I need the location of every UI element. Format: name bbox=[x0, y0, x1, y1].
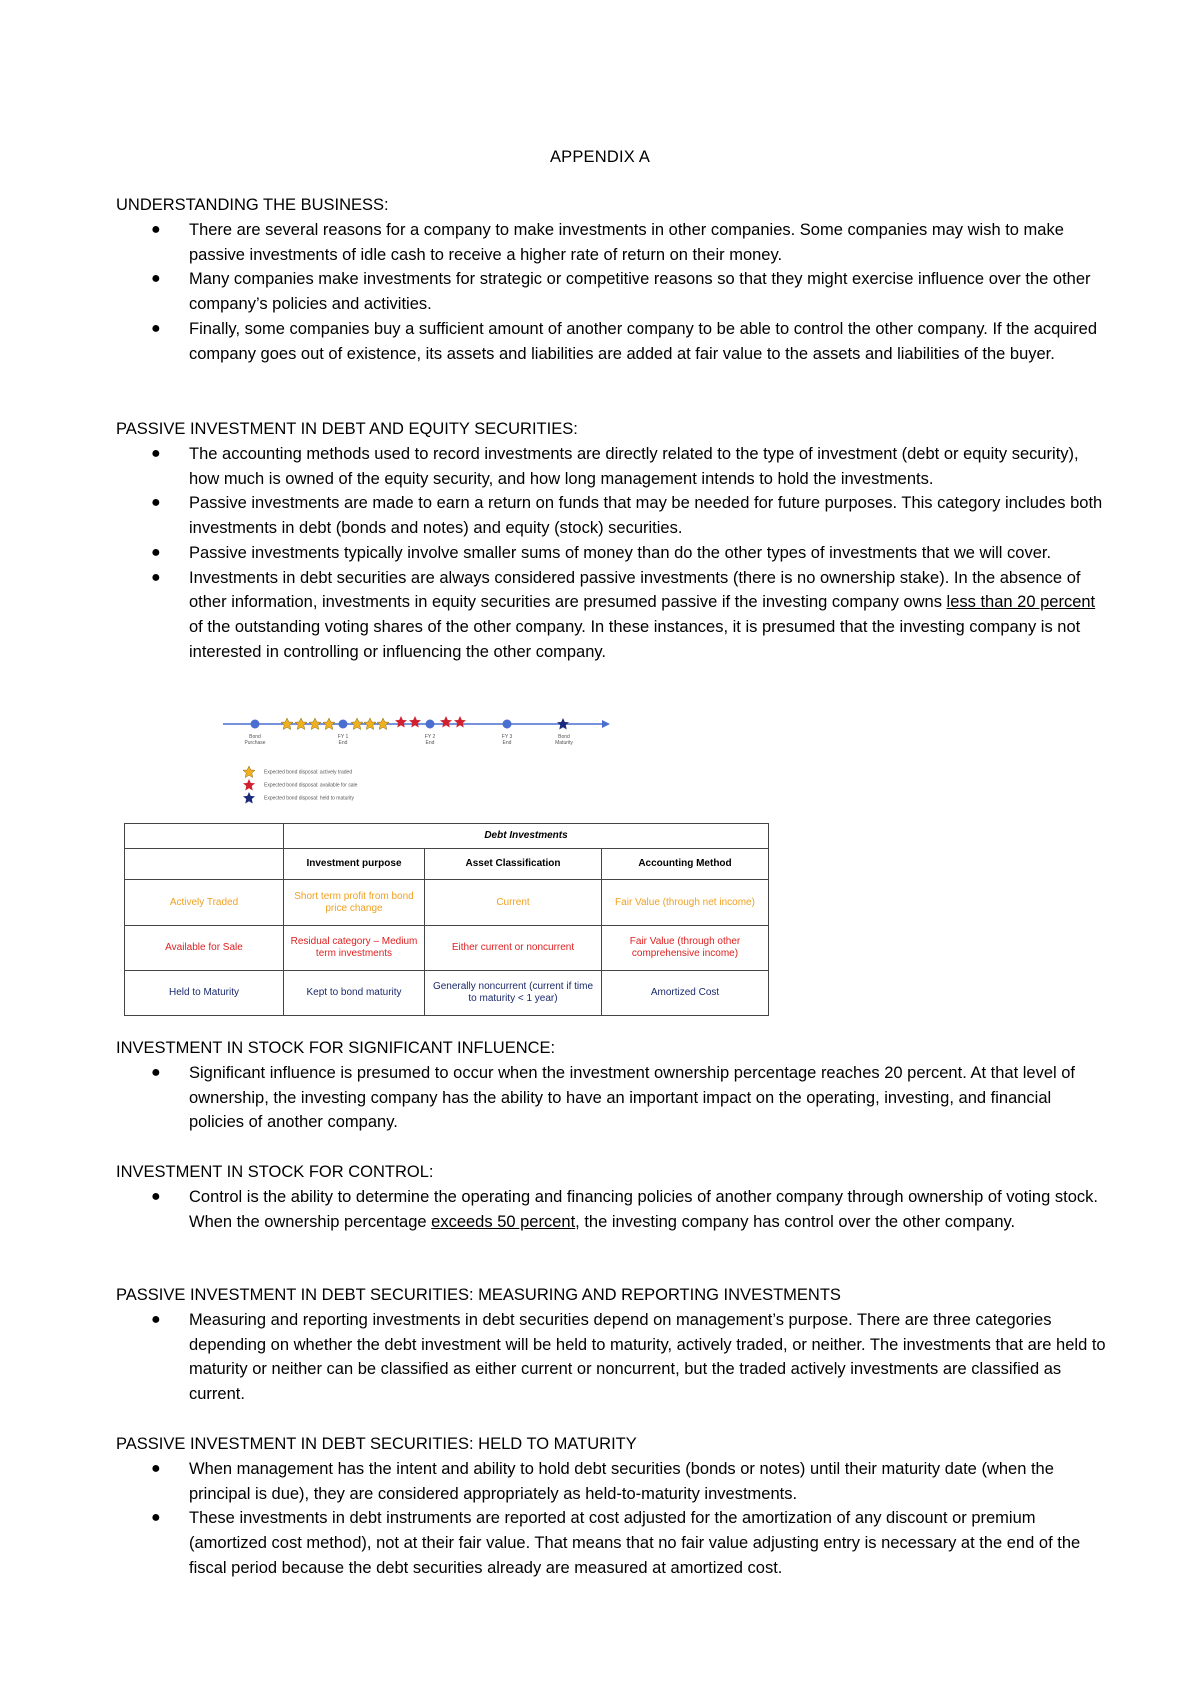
bullet-icon: ● bbox=[151, 270, 161, 288]
timeline-label-fy2: FY 2 End bbox=[424, 734, 436, 746]
page-title: APPENDIX A bbox=[549, 148, 651, 166]
table-cell-empty bbox=[125, 849, 284, 880]
gold-star-icon bbox=[242, 765, 256, 779]
table-row bbox=[125, 880, 769, 926]
timeline-point-fy2 bbox=[426, 720, 435, 729]
gold-star-icon bbox=[323, 718, 335, 730]
list-item: ● These investments in debt instruments are reported at cost adjusted for the amortization of any discount or premium (amortized cost method), not at their fair value. That means that no fair value adjusting entry is necessary at the end of the fiscal period because the debt securities already are measured at amortized cost. bbox=[116, 1506, 1106, 1580]
bullet-icon: ● bbox=[151, 1460, 161, 1477]
timeline-point-fy1 bbox=[339, 720, 348, 729]
timeline-label-fy1: FY 1 End bbox=[337, 734, 349, 746]
bullet-list bbox=[116, 1061, 1106, 1135]
table-row bbox=[125, 971, 769, 1016]
bullet-icon: ● bbox=[151, 319, 161, 337]
bullet-list bbox=[116, 1185, 1106, 1234]
table-cell: Generally noncurrent (current if time to maturity < 1 year) bbox=[425, 971, 602, 1016]
table-title-row bbox=[125, 824, 769, 849]
bullet-list bbox=[116, 218, 1106, 366]
bullet-list bbox=[116, 1457, 1106, 1581]
list-item: ● Measuring and reporting investments in debt securities depend on management’s purpose. There are three categories depending on whether the debt investment will be held to maturity, actively traded, or neither. The investments that are held to maturity or neither can be classified as either current or noncurrent, but the traded actively investments are classified as current. bbox=[116, 1308, 1106, 1407]
red-star-icon bbox=[454, 716, 466, 728]
column-header: Investment purpose bbox=[284, 849, 425, 880]
timeline-label-bond-purchase: Bond Purchase bbox=[244, 734, 266, 746]
legend-held-to-maturity: Expected bond disposal: held to maturity bbox=[242, 791, 354, 805]
row-label: Actively Traded bbox=[125, 880, 284, 926]
bond-timeline-diagram bbox=[220, 712, 620, 812]
legend-actively-traded: Expected bond disposal: actively traded bbox=[242, 765, 352, 779]
row-label: Held to Maturity bbox=[125, 971, 284, 1016]
gold-star-icon bbox=[295, 718, 307, 730]
table-cell: Short term profit from bond price change bbox=[284, 880, 425, 926]
table-row bbox=[125, 926, 769, 971]
bullet-icon: ● bbox=[151, 1064, 161, 1081]
bullet-icon: ● bbox=[151, 221, 161, 238]
section-passive bbox=[116, 417, 1106, 664]
table-header-row bbox=[125, 849, 769, 880]
table-cell: Fair Value (through other comprehensive income) bbox=[602, 926, 769, 971]
bullet-icon: ● bbox=[151, 1509, 161, 1527]
list-item: ● Significant influence is presumed to occur when the investment ownership percentage reaches 20 percent. At that level of ownership, the investing company has the ability to have an important impact on the operating, investing, and financial policies of another company. bbox=[116, 1061, 1106, 1135]
bullet-icon: ● bbox=[151, 445, 161, 462]
bullet-list bbox=[116, 442, 1106, 664]
underlined-phrase: less than 20 percent bbox=[946, 593, 1096, 612]
section-heading: UNDERSTANDING THE BUSINESS: bbox=[116, 196, 389, 214]
red-star-icon bbox=[242, 778, 256, 792]
navy-star-icon bbox=[242, 791, 256, 805]
gold-star-icon bbox=[377, 718, 389, 730]
debt-investments-table bbox=[124, 823, 769, 1016]
gold-star-icon bbox=[351, 718, 363, 730]
section-measuring-reporting bbox=[116, 1283, 1106, 1407]
bullet-icon: ● bbox=[151, 543, 161, 561]
red-star-icon bbox=[440, 716, 452, 728]
legend-available-for-sale: Expected bond disposal: available for sale bbox=[242, 778, 357, 792]
timeline-label-bond-maturity: Bond Maturity bbox=[555, 734, 573, 746]
column-header: Accounting Method bbox=[602, 849, 769, 880]
gold-star-icon bbox=[364, 718, 376, 730]
list-item: ● When management has the intent and ability to hold debt securities (bonds or notes) until their maturity date (when the principal is due), they are considered appropriately as held-to-maturity investments. bbox=[116, 1457, 1106, 1506]
timeline-point-fy3 bbox=[503, 720, 512, 729]
list-item: ● Finally, some companies buy a sufficient amount of another company to be able to control the other company. If the acquired company goes out of existence, its assets and liabilities are added at fair value to the assets and liabilities of the buyer. bbox=[116, 317, 1106, 366]
table-title: Debt Investments bbox=[284, 824, 769, 849]
gold-star-icon bbox=[281, 718, 293, 730]
table-cell: Either current or noncurrent bbox=[425, 926, 602, 971]
red-star-icon bbox=[409, 716, 421, 728]
bullet-icon: ● bbox=[151, 494, 161, 512]
section-heading: PASSIVE INVESTMENT IN DEBT AND EQUITY SECURITIES: bbox=[116, 420, 578, 438]
section-held-to-maturity bbox=[116, 1432, 1106, 1581]
bullet-icon: ● bbox=[151, 1311, 161, 1328]
table-cell: Current bbox=[425, 880, 602, 926]
list-item: ● Control is the ability to determine the operating and financing policies of another company through ownership of voting stock. When the ownership percentage exceeds 50 percent, the investing company has control over the other company. bbox=[116, 1185, 1106, 1234]
section-control bbox=[116, 1160, 1106, 1234]
list-item: ● Passive investments typically involve smaller sums of money than do the other types of investments that we will cover. bbox=[116, 541, 1106, 566]
list-item: ● There are several reasons for a company to make investments in other companies. Some companies may wish to make passive investments of idle cash to receive a higher rate of return on their money. bbox=[116, 218, 1106, 267]
section-understanding bbox=[116, 193, 1106, 366]
timeline-label-fy3: FY 3 End bbox=[501, 734, 513, 746]
list-item: ● Investments in debt securities are always considered passive investments (there is no ownership stake). In the absence of other information, investments in equity securities are presumed passive if the investing company owns less than 20 percent of the outstanding voting shares of the other company. In these instances, it is presumed that the investing company is not interested in controlling or influencing the other company. bbox=[116, 566, 1106, 665]
section-significant-influence bbox=[116, 1036, 1106, 1135]
arrow-head-icon bbox=[602, 720, 610, 728]
bullet-list bbox=[116, 1308, 1106, 1407]
section-heading: PASSIVE INVESTMENT IN DEBT SECURITIES: HELD TO MATURITY bbox=[116, 1435, 637, 1453]
table-cell: Amortized Cost bbox=[602, 971, 769, 1016]
row-label: Available for Sale bbox=[125, 926, 284, 971]
section-heading: INVESTMENT IN STOCK FOR CONTROL: bbox=[116, 1163, 434, 1181]
table-cell: Residual category – Medium term investments bbox=[284, 926, 425, 971]
table-cell: Fair Value (through net income) bbox=[602, 880, 769, 926]
list-item: ● Passive investments are made to earn a return on funds that may be needed for future purposes. This category includes both investments in debt (bonds and notes) and equity (stock) securities. bbox=[116, 491, 1106, 540]
section-heading: INVESTMENT IN STOCK FOR SIGNIFICANT INFLUENCE: bbox=[116, 1039, 556, 1057]
underlined-phrase: exceeds 50 percent bbox=[431, 1212, 576, 1231]
red-star-icon bbox=[395, 716, 407, 728]
table-cell: Kept to bond maturity bbox=[284, 971, 425, 1016]
bullet-icon: ● bbox=[151, 568, 161, 586]
table-cell-empty bbox=[125, 824, 284, 849]
section-heading: PASSIVE INVESTMENT IN DEBT SECURITIES: MEASURING AND REPORTING INVESTMENTS bbox=[116, 1286, 841, 1304]
gold-star-icon bbox=[309, 718, 321, 730]
list-item: ● Many companies make investments for strategic or competitive reasons so that they might exercise influence over the other company’s policies and activities. bbox=[116, 267, 1106, 316]
bullet-icon: ● bbox=[151, 1188, 161, 1205]
list-item: ● The accounting methods used to record investments are directly related to the type of investment (debt or equity security), how much is owned of the equity security, and how long management intends to hold the investments. bbox=[116, 442, 1106, 491]
navy-star-icon bbox=[557, 718, 569, 730]
column-header: Asset Classification bbox=[425, 849, 602, 880]
timeline-point-bond-purchase bbox=[251, 720, 260, 729]
